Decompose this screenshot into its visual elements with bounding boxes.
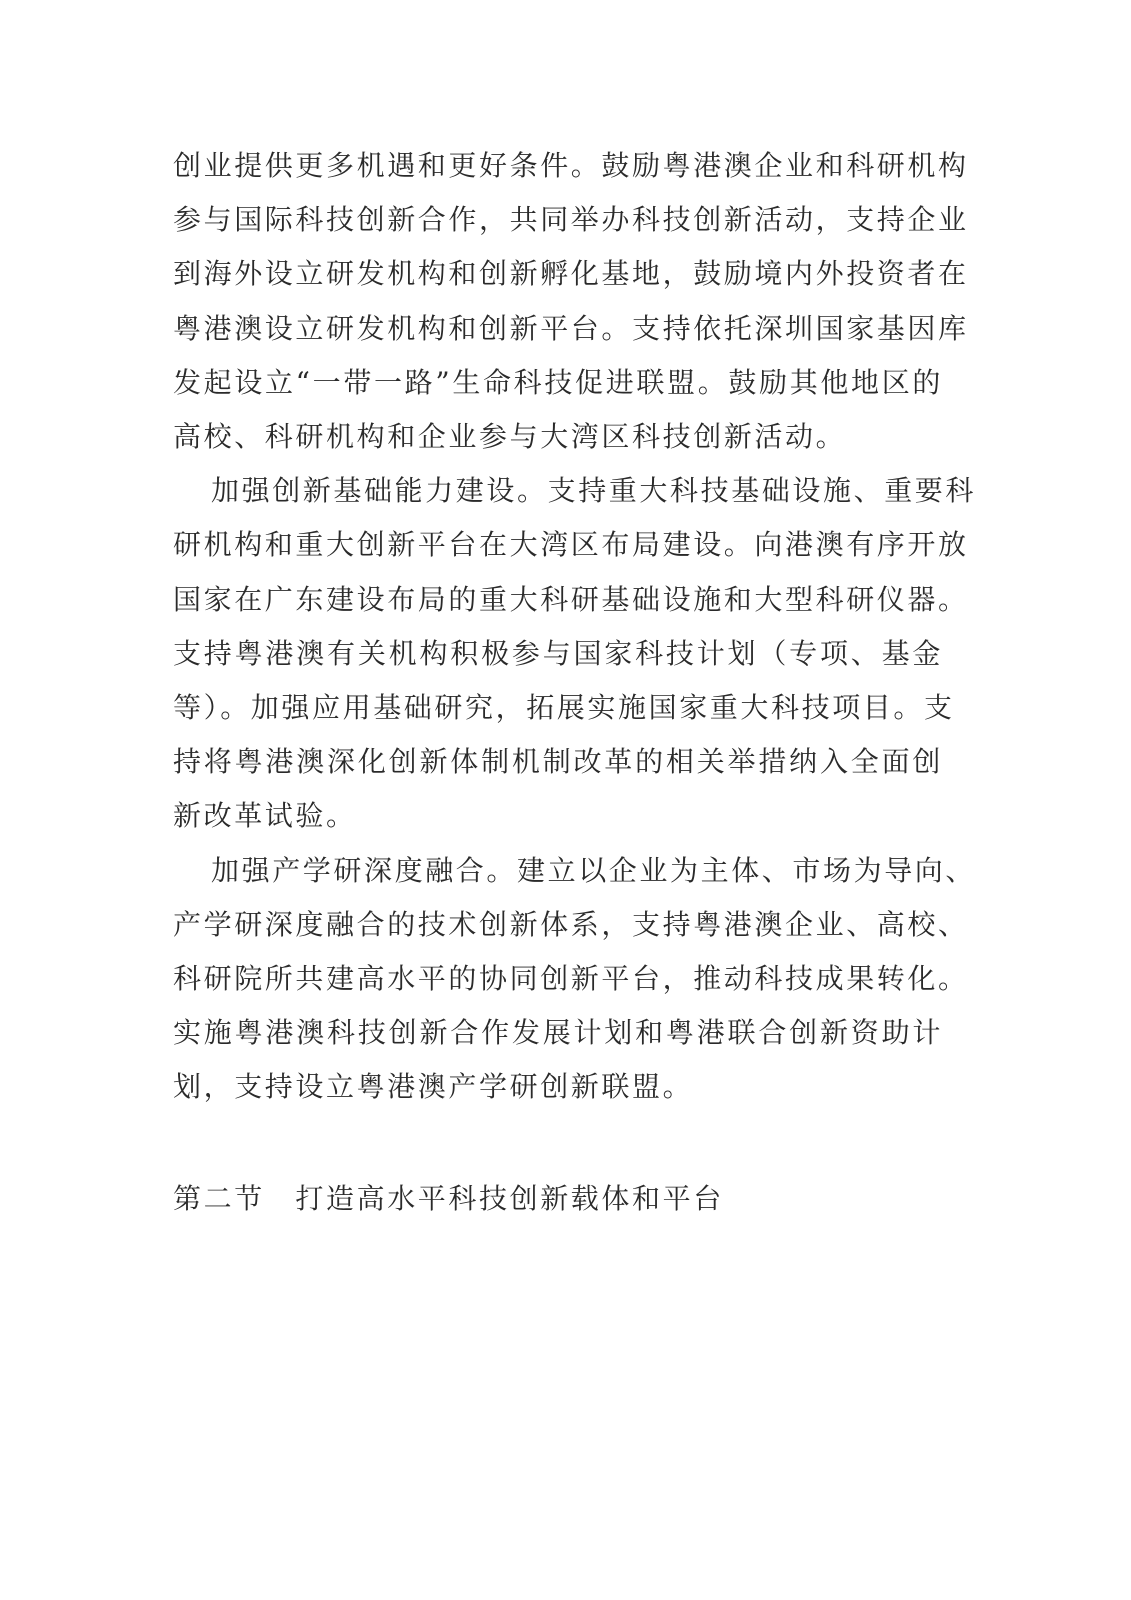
text-line: 持将粤港澳深化创新体制机制改革的相关举措纳入全面创 [173,745,943,779]
text-line: 新改革试验。 [173,799,357,833]
text-line: 产学研深度融合的技术创新体系，支持粤港澳企业、高校、 [173,907,969,941]
text-line: 粤港澳设立研发机构和创新平台。支持依托深圳国家基因库 [173,311,969,345]
paragraph-industry-academia-research [173,844,977,1115]
paragraph-innovation-infrastructure [173,464,977,843]
text-line: 实施粤港澳科技创新合作发展计划和粤港联合创新资助计 [173,1016,943,1050]
text-line: 发起设立“一带一路”生命科技促进联盟。鼓励其他地区的 [173,365,943,399]
paragraph-international-cooperation [173,139,969,464]
text-line: 高校、科研机构和企业参与大湾区科技创新活动。 [173,420,847,454]
text-line: 参与国际科技创新合作，共同举办科技创新活动，支持企业 [173,203,969,237]
text-line: 划，支持设立粤港澳产学研创新联盟。 [173,1070,694,1104]
text-line: 支持粤港澳有关机构积极参与国家科技计划（专项、基金 [173,636,943,670]
document-body [173,139,977,1226]
text-line: 到海外设立研发机构和创新孵化基地，鼓励境内外投资者在 [173,257,969,291]
text-line: 加强产学研深度融合。建立以企业为主体、市场为导向、 [211,853,977,887]
text-line: 加强创新基础能力建设。支持重大科技基础设施、重要科 [211,474,977,508]
text-line: 研机构和重大创新平台在大湾区布局建设。向港澳有序开放 [173,528,969,562]
text-line: 国家在广东建设布局的重大科研基础设施和大型科研仪器。 [173,582,969,616]
section-heading: 第二节 打造高水平科技创新载体和平台 [173,1181,724,1215]
text-line: 科研院所共建高水平的协同创新平台，推动科技成果转化。 [173,962,969,996]
text-line: 创业提供更多机遇和更好条件。鼓励粤港澳企业和科研机构 [173,149,969,182]
text-line: 等）。加强应用基础研究，拓展实施国家重大科技项目。支 [173,691,955,725]
